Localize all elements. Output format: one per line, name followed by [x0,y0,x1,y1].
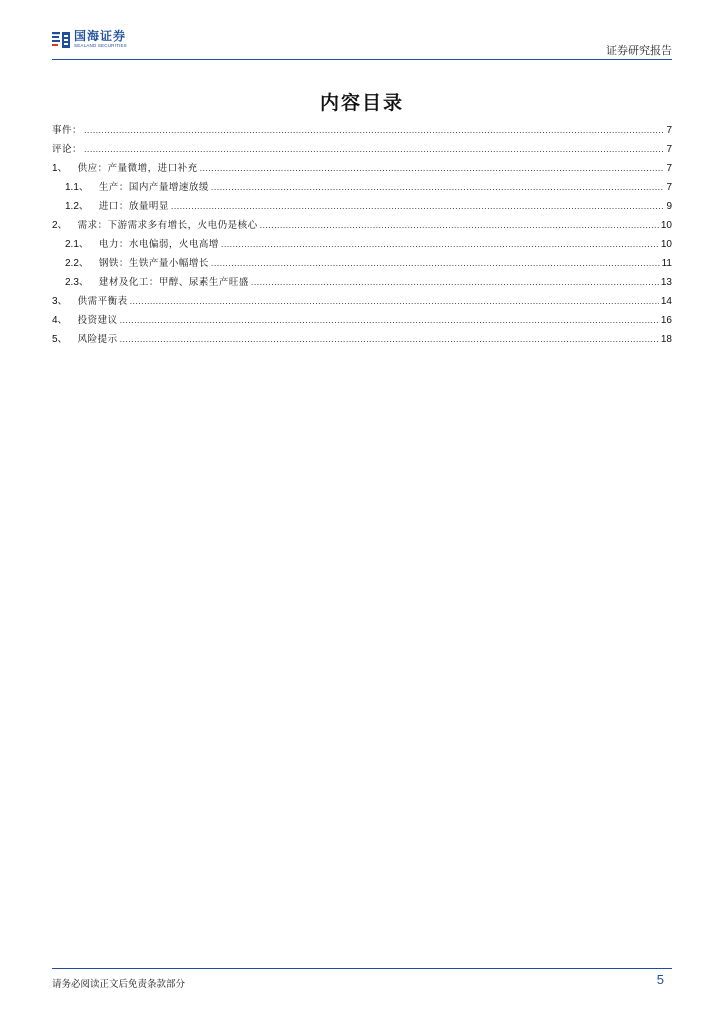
toc-leader-dots [84,140,664,159]
toc-entry-number: 5、 [52,334,68,345]
toc-leader-dots [211,178,665,197]
header-divider [52,59,672,60]
toc-entry-label: 评论： [52,144,83,155]
toc-entry[interactable] [52,159,672,178]
toc-leader-dots [221,235,659,254]
toc-entry[interactable] [52,121,672,140]
toc-entry-page: 7 [666,125,672,136]
toc-entry-label: 生产：国内产量增速放缓 [98,182,209,193]
toc-leader-dots [200,159,665,178]
toc-entry[interactable] [52,178,672,197]
page-header [52,30,672,60]
toc-entry[interactable] [52,273,672,292]
toc-entry-label: 供需平衡表 [77,296,128,307]
report-type-label: 证券研究报告 [606,44,672,57]
toc-entry-label: 建材及化工：甲醇、尿素生产旺盛 [98,277,249,288]
toc-entry-label: 风险提示 [77,334,118,345]
toc-entry-number: 1.2、 [65,201,89,212]
toc-entry-number: 2.2、 [65,258,89,269]
toc-entry-label: 钢铁：生铁产量小幅增长 [98,258,209,269]
footer-disclaimer: 请务必阅读正文后免责条款部分 [52,979,186,990]
logo-mark-icon [52,31,70,49]
toc-title: 内容目录 [319,92,404,114]
toc-entry-page: 14 [660,296,672,307]
toc-entry[interactable] [52,330,672,349]
toc-entry-label: 进口：放量明显 [98,201,169,212]
toc-entry[interactable] [52,254,672,273]
toc-entry-page: 7 [666,144,672,155]
toc-entry-page: 7 [666,163,672,174]
company-logo [52,30,127,49]
toc-entry-number: 2.3、 [65,277,89,288]
toc-leader-dots [211,254,660,273]
toc-entry-page: 7 [666,182,672,193]
toc-entry-label: 供应：产量微增，进口补充 [77,163,198,174]
toc-entry-page: 13 [660,277,672,288]
page-number: 5 [656,972,664,987]
logo-name: 国海证券 [74,29,127,43]
toc-entry-number: 2.1、 [65,239,89,250]
toc-entry-page: 9 [666,201,672,212]
toc-entry-number: 2、 [52,220,68,231]
toc-entry[interactable] [52,235,672,254]
table-of-contents [52,121,672,349]
toc-entry[interactable] [52,311,672,330]
toc-entry-label: 投资建议 [77,315,118,326]
toc-entry-label: 事件： [52,125,83,136]
toc-leader-dots [120,330,659,349]
toc-entry[interactable] [52,216,672,235]
toc-entry-number: 4、 [52,315,68,326]
toc-entry-page: 11 [661,258,672,269]
toc-entry-page: 16 [660,315,672,326]
toc-entry-number: 1.1、 [65,182,89,193]
toc-entry-label: 需求：下游需求多有增长，火电仍是核心 [77,220,258,231]
logo-subtitle: SEALAND SECURITIES [74,43,127,48]
toc-entry-page: 18 [660,334,672,345]
toc-leader-dots [84,121,664,140]
toc-entry-number: 3、 [52,296,68,307]
toc-leader-dots [260,216,659,235]
toc-entry[interactable] [52,292,672,311]
toc-entry-number: 1、 [52,163,68,174]
toc-entry-page: 10 [660,239,672,250]
toc-leader-dots [130,292,659,311]
toc-entry[interactable] [52,197,672,216]
toc-leader-dots [120,311,659,330]
toc-entry-label: 电力：水电偏弱，火电高增 [98,239,219,250]
toc-entry[interactable] [52,140,672,159]
toc-entry-page: 10 [660,220,672,231]
toc-leader-dots [251,273,659,292]
footer-divider [52,968,672,969]
toc-leader-dots [171,197,665,216]
